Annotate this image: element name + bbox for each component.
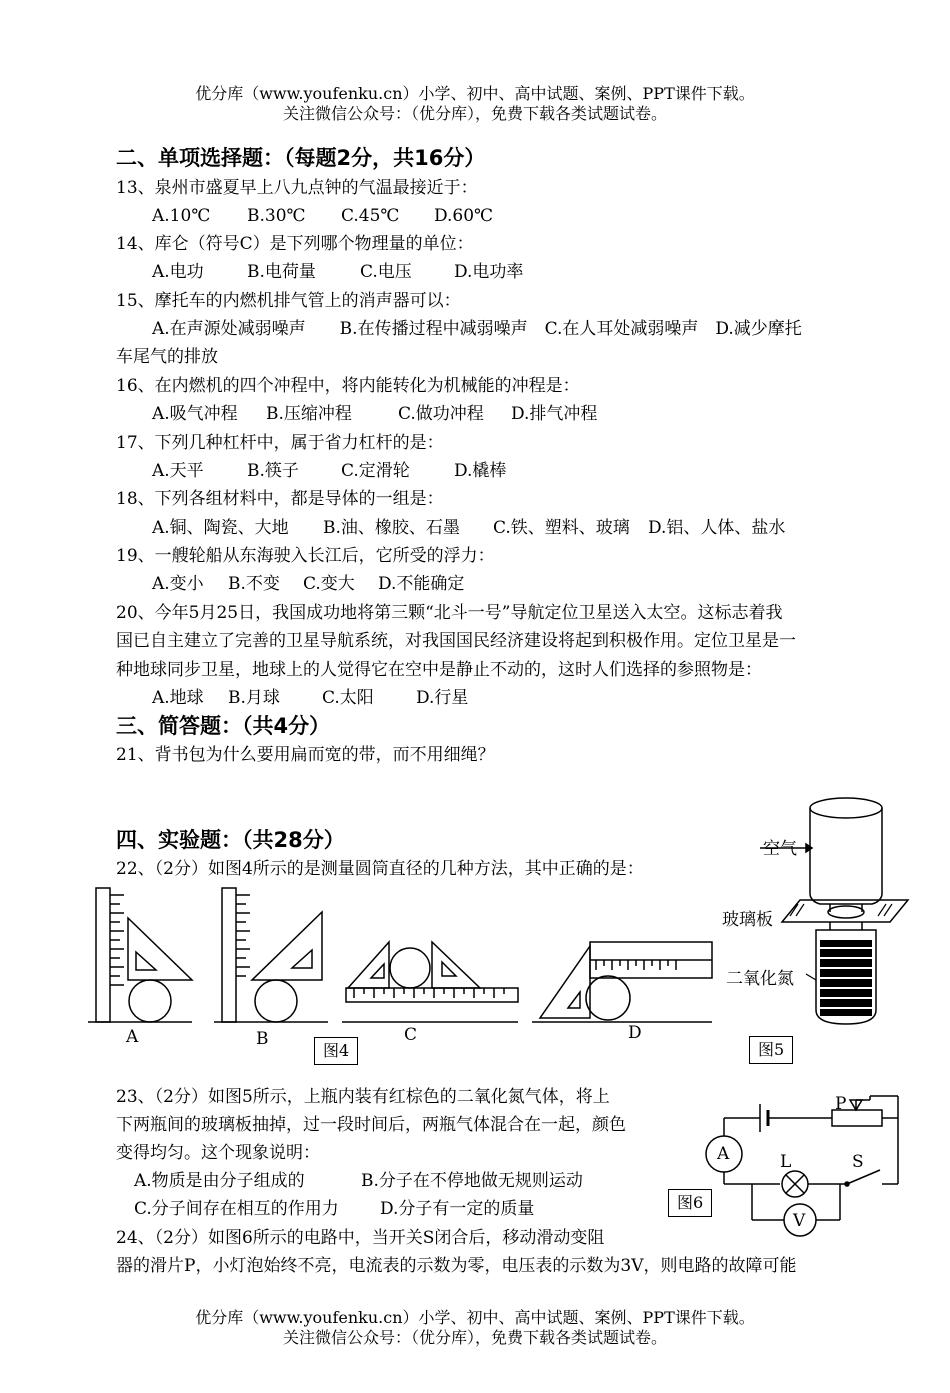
fig4-label-b: B [256, 1029, 269, 1049]
q19-option-d: D.不能确定 [378, 574, 465, 594]
fig5-air-label: 空气 [763, 839, 797, 859]
fig6-ammeter-label: A [717, 1144, 730, 1164]
q23-option-d: D.分子有一定的质量 [380, 1199, 535, 1219]
footer-line-2: 关注微信公众号：（优分库），免费下载各类试题试卷。 [282, 1328, 667, 1347]
q13-option-d: D.60℃ [434, 206, 494, 226]
fig4-setup-c [342, 942, 518, 1022]
section-3-title: 三、简答题：（共4分） [116, 714, 331, 738]
q14-option-c: C.电压 [360, 262, 412, 282]
q13-stem: 13、泉州市盛夏早上八九点钟的气温最接近于： [116, 178, 478, 198]
q14-option-b: B.电荷量 [247, 262, 316, 282]
q23-line-3: 变得均匀。这个现象说明： [116, 1143, 320, 1163]
figure-4-diagram [80, 880, 720, 1070]
fig4-setup-d [532, 942, 712, 1022]
q23-option-b: B.分子在不停地做无规则运动 [361, 1171, 583, 1191]
q24-line-1: 24、（2分）如图6所示的电路中，当开关S闭合后，移动滑动变阻 [116, 1228, 605, 1248]
q16-option-d: D.排气冲程 [511, 404, 598, 424]
q23-line-1: 23、（2分）如图5所示，上瓶内装有红棕色的二氧化氮气体，将上 [116, 1087, 610, 1107]
section-4-title: 四、实验题：（共28分） [116, 828, 345, 852]
header-line-2: 关注微信公众号：（优分库），免费下载各类试题试卷。 [282, 104, 667, 123]
q17-option-b: B.筷子 [247, 461, 299, 481]
q16-option-a: A.吸气冲程 [152, 404, 238, 424]
fig6-caption: 图6 [668, 1189, 712, 1217]
q20-line-3: 种地球同步卫星，地球上的人觉得它在空中是静止不动的，这时人们选择的参照物是： [116, 660, 762, 680]
fig4-label-a: A [126, 1027, 139, 1047]
fig4-setup-b [214, 888, 328, 1022]
fig4-caption: 图4 [314, 1037, 358, 1065]
section-2-title: 二、单项选择题：（每题2分，共16分） [116, 146, 486, 170]
fig5-glass-label: 玻璃板 [722, 910, 773, 930]
q17-option-c: C.定滑轮 [341, 461, 410, 481]
fig5-gas-label: 二氧化氮 [726, 969, 794, 989]
q18-option-c: C.铁、塑料、玻璃 [493, 518, 630, 538]
q23-line-2: 下两瓶间的玻璃板抽掉，过一段时间后，两瓶气体混合在一起，颜色 [116, 1115, 626, 1135]
q20-option-b: B.月球 [228, 688, 280, 708]
q23-option-c: C.分子间存在相互的作用力 [134, 1199, 339, 1219]
fig6-switch-label: S [852, 1152, 864, 1172]
q20-line-1: 20、今年5月25日，我国成功地将第三颗“北斗一号”导航定位卫星送入太空。这标志着我 [116, 603, 783, 623]
footer-line-1: 优分库（www.youfenku.cn）小学、初中、高中试题、案例、PPT课件下载。 [195, 1308, 755, 1327]
q19-option-c: C.变大 [303, 574, 355, 594]
q20-option-c: C.太阳 [322, 688, 374, 708]
fig6-voltmeter-label: V [793, 1211, 806, 1231]
fig4-setup-a [88, 888, 192, 1022]
q16-option-b: B.压缩冲程 [266, 404, 352, 424]
header-line-1: 优分库（www.youfenku.cn）小学、初中、高中试题、案例、PPT课件下载。 [195, 84, 755, 103]
q17-stem: 17、下列几种杠杆中，属于省力杠杆的是： [116, 433, 444, 453]
q16-stem: 16、在内燃机的四个冲程中，将内能转化为机械能的冲程是： [116, 376, 580, 396]
q18-option-a: A.铜、陶瓷、大地 [152, 518, 289, 538]
q20-option-d: D.行星 [416, 688, 469, 708]
q19-option-b: B.不变 [228, 574, 280, 594]
q14-option-a: A.电功 [152, 262, 204, 282]
q18-stem: 18、下列各组材料中，都是导体的一组是： [116, 489, 444, 509]
q24-line-2: 器的滑片P，小灯泡始终不亮，电流表的示数为零，电压表的示数为3V，则电路的故障可能 [116, 1256, 797, 1276]
fig6-slider-label: P [835, 1094, 847, 1114]
q15-line-1: A.在声源处减弱噪声 B.在传播过程中减弱噪声 C.在人耳处减弱噪声 D.减少摩托 [152, 319, 802, 339]
q20-line-2: 国已自主建立了完善的卫星导航系统，对我国国民经济建设将起到积极作用。定位卫星是一 [116, 631, 796, 651]
q13-option-a: A.10℃ [152, 206, 211, 226]
figure-5-diagram [760, 790, 920, 1040]
q16-option-c: C.做功冲程 [398, 404, 484, 424]
q17-option-a: A.天平 [152, 461, 204, 481]
fig5-caption: 图5 [749, 1036, 793, 1064]
q22-stem: 22、（2分）如图4所示的是测量圆筒直径的几种方法，其中正确的是： [116, 859, 644, 879]
fig6-lamp-label: L [780, 1152, 792, 1172]
fig4-label-c: C [404, 1025, 418, 1045]
fig4-label-d: D [628, 1023, 642, 1043]
q20-option-a: A.地球 [152, 688, 204, 708]
q15-stem: 15、摩托车的内燃机排气管上的消声器可以： [116, 291, 461, 311]
q23-option-a: A.物质是由分子组成的 [134, 1171, 305, 1191]
q13-option-c: C.45℃ [341, 206, 400, 226]
q17-option-d: D.橇棒 [454, 461, 507, 481]
q15-line-2: 车尾气的排放 [116, 347, 218, 367]
q14-option-d: D.电功率 [454, 262, 524, 282]
q18-option-b: B.油、橡胶、石墨 [323, 518, 460, 538]
q13-option-b: B.30℃ [247, 206, 306, 226]
q19-stem: 19、一艘轮船从东海驶入长江后，它所受的浮力： [116, 546, 495, 566]
q21-stem: 21、背书包为什么要用扁而宽的带，而不用细绳？ [116, 745, 495, 765]
q14-stem: 14、库仑（符号C）是下列哪个物理量的单位： [116, 234, 474, 254]
q18-option-d: D.铝、人体、盐水 [648, 518, 786, 538]
q19-option-a: A.变小 [152, 574, 204, 594]
